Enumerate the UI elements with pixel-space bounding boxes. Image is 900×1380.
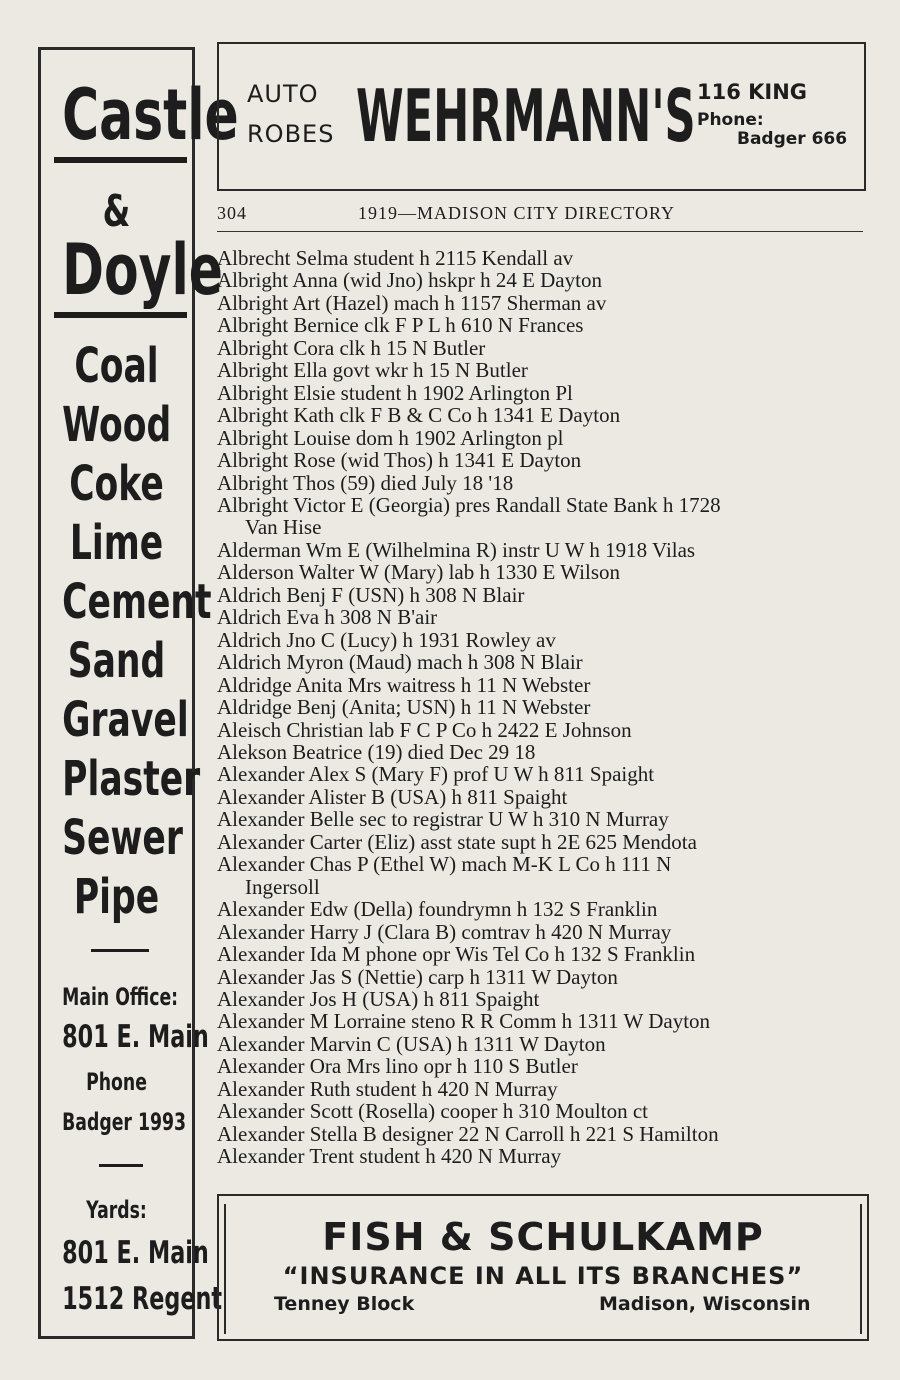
entry-text: Albright Rose (wid Thos) h 1341 E Dayton: [217, 448, 582, 473]
ad-phone-label: Phone:: [697, 110, 764, 130]
yards-address-2: 1512 Regent: [62, 1281, 223, 1317]
product-sand: Sand: [67, 633, 166, 689]
divider: [99, 1164, 143, 1167]
entry-text: Alexander Carter (Eliz) asst state supt h 2E 625 Mendota: [217, 829, 697, 854]
product-plaster: Plaster: [62, 751, 201, 807]
entry-text: Aldridge Anita Mrs waitress h 11 N Webster: [217, 672, 591, 697]
entry-text: Alexander Jos H (USA) h 811 Spaight: [217, 986, 540, 1011]
phone-label: Phone: [86, 1068, 147, 1096]
directory-entry: [217, 853, 877, 898]
directory-entry: [217, 808, 877, 830]
directory-entry: [217, 674, 877, 696]
directory-entry: [217, 584, 877, 606]
directory-entry: [217, 943, 877, 965]
ad-title-ampersand: &: [102, 186, 131, 237]
entry-text: Albright Elsie student h 1902 Arlington Pl: [217, 380, 573, 405]
entry-text: Albright Art (Hazel) mach h 1157 Sherman av: [217, 290, 607, 315]
entry-continuation: Ingersoll: [245, 874, 320, 899]
directory-entry: [217, 292, 877, 314]
ad-title-doyle: Doyle: [62, 229, 223, 311]
entry-text: Alexander M Lorraine steno R R Comm h 1311 W Dayton: [217, 1009, 711, 1034]
entry-text: Alexander Edw (Della) foundrymn h 132 S Franklin: [217, 897, 658, 922]
entry-text: Albright Victor E (Georgia) pres Randall State Bank h 1728: [217, 492, 721, 517]
directory-entry: [217, 696, 877, 718]
yards-label: Yards:: [86, 1196, 147, 1224]
ad-business-name: WEHRMANN'S: [356, 74, 696, 158]
directory-entry: [217, 269, 877, 291]
product-gravel: Gravel: [62, 692, 189, 748]
main-office-label: Main Office:: [62, 983, 179, 1011]
directory-entry: [217, 741, 877, 763]
entry-text: Albright Ella govt wkr h 15 N Butler: [217, 358, 528, 383]
directory-entry: [217, 1145, 877, 1167]
divider: [91, 949, 149, 952]
entry-text: Alexander Ruth student h 420 N Murray: [217, 1076, 558, 1101]
entry-text: Aldrich Benj F (USN) h 308 N Blair: [217, 582, 525, 607]
directory-entry: [217, 494, 877, 539]
entry-text: Alexander Trent student h 420 N Murray: [217, 1144, 562, 1169]
directory-entry: [217, 898, 877, 920]
entry-text: Alexander Jas S (Nettie) carp h 1311 W Dayton: [217, 964, 618, 989]
entry-text: Alekson Beatrice (19) died Dec 29 18: [217, 739, 536, 764]
directory-entry: [217, 247, 877, 269]
directory-entry: [217, 359, 877, 381]
directory-entry: [217, 629, 877, 651]
ad-auto: AUTO: [247, 80, 319, 108]
directory-entry: [217, 1100, 877, 1122]
entry-text: Alexander Stella B designer 22 N Carroll h 221 S Hamilton: [217, 1121, 719, 1146]
directory-entry: [217, 561, 877, 583]
entry-text: Albright Anna (wid Jno) hskpr h 24 E Dayton: [217, 268, 602, 293]
fish-schulkamp-ad: [217, 1194, 869, 1341]
product-coal: Coal: [74, 338, 159, 394]
product-pipe: Pipe: [73, 869, 160, 925]
entry-text: Albrecht Selma student h 2115 Kendall av: [217, 246, 574, 270]
directory-entry: [217, 1033, 877, 1055]
directory-entry: [217, 449, 877, 471]
entry-text: Alderson Walter W (Mary) lab h 1330 E Wilson: [217, 560, 621, 585]
product-cement: Cement: [62, 574, 212, 630]
directory-entry: [217, 988, 877, 1010]
directory-entry: [217, 314, 877, 336]
entry-text: Alexander Alister B (USA) h 811 Spaight: [217, 784, 568, 809]
main-office-address: 801 E. Main: [62, 1019, 209, 1055]
ad-robes: ROBES: [247, 120, 335, 148]
directory-entry: [217, 1010, 877, 1032]
entry-text: Alexander Ida M phone opr Wis Tel Co h 132 S Franklin: [217, 942, 696, 967]
yards-address-1: 801 E. Main: [62, 1235, 209, 1271]
entry-text: Aldrich Myron (Maud) mach h 308 N Blair: [217, 650, 583, 675]
directory-entry: [217, 1078, 877, 1100]
entry-text: Alexander Chas P (Ethel W) mach M-K L Co h 111 N: [217, 852, 672, 877]
product-lime: Lime: [69, 515, 164, 571]
ad-slogan: “INSURANCE IN ALL ITS BRANCHES”: [282, 1262, 804, 1290]
directory-listings: [217, 247, 877, 1168]
entry-text: Alexander Alex S (Mary F) prof U W h 811 Spaight: [217, 762, 655, 787]
product-wood: Wood: [62, 397, 172, 453]
product-coke: Coke: [69, 456, 164, 512]
directory-entry: [217, 966, 877, 988]
entry-text: Albright Kath clk F B & C Co h 1341 E Dayton: [217, 403, 621, 428]
directory-entry: [217, 1055, 877, 1077]
directory-entry: [217, 427, 877, 449]
entry-text: Alexander Marvin C (USA) h 1311 W Dayton: [217, 1031, 606, 1056]
entry-continuation: Van Hise: [245, 515, 322, 540]
ad-title-castle: Castle: [62, 74, 239, 156]
page-number: 304: [217, 203, 247, 223]
ad-location-right: Madison, Wisconsin: [599, 1293, 811, 1315]
entry-text: Alexander Belle sec to registrar U W h 310 N Murray: [217, 807, 669, 832]
entry-text: Albright Thos (59) died July 18 '18: [217, 470, 514, 495]
directory-entry: [217, 763, 877, 785]
ad-location-left: Tenney Block: [274, 1293, 415, 1315]
directory-entry: [217, 1123, 877, 1145]
directory-entry: [217, 382, 877, 404]
ad-business-name: FISH & SCHULKAMP: [322, 1215, 764, 1259]
product-sewer: Sewer: [62, 810, 183, 866]
entry-text: Alexander Harry J (Clara B) comtrav h 420 N Murray: [217, 919, 672, 944]
directory-entry: [217, 651, 877, 673]
entry-text: Aldrich Jno C (Lucy) h 1931 Rowley av: [217, 627, 556, 652]
entry-text: Aldridge Benj (Anita; USN) h 11 N Webster: [217, 695, 591, 720]
directory-entry: [217, 337, 877, 359]
entry-text: Alexander Ora Mrs lino opr h 110 S Butler: [217, 1054, 578, 1079]
directory-entry: [217, 786, 877, 808]
ad-phone-number: Badger 666: [737, 129, 848, 149]
directory-entry: [217, 831, 877, 853]
entry-text: Albright Cora clk h 15 N Butler: [217, 335, 486, 360]
directory-entry: [217, 606, 877, 628]
page-header: [217, 201, 863, 232]
divider: [54, 312, 187, 318]
phone-number: Badger 1993: [62, 1108, 187, 1136]
ad-address: 116 KING: [697, 80, 808, 104]
entry-text: Alexander Scott (Rosella) cooper h 310 Moulton ct: [217, 1099, 648, 1124]
divider: [54, 157, 187, 163]
wehrmanns-ad: [217, 42, 866, 191]
directory-entry: [217, 472, 877, 494]
directory-entry: [217, 719, 877, 741]
page-title: 1919—MADISON CITY DIRECTORY: [358, 203, 676, 223]
directory-entry: [217, 921, 877, 943]
directory-entry: [217, 539, 877, 561]
entry-text: Albright Louise dom h 1902 Arlington pl: [217, 425, 564, 450]
entry-text: Albright Bernice clk F P L h 610 N Frances: [217, 313, 584, 338]
directory-entry: [217, 404, 877, 426]
entry-text: Alderman Wm E (Wilhelmina R) instr U W h 1918 Vilas: [217, 537, 696, 562]
entry-text: Aleisch Christian lab F C P Co h 2422 E Johnson: [217, 717, 632, 742]
entry-text: Aldrich Eva h 308 N B'air: [217, 605, 438, 630]
